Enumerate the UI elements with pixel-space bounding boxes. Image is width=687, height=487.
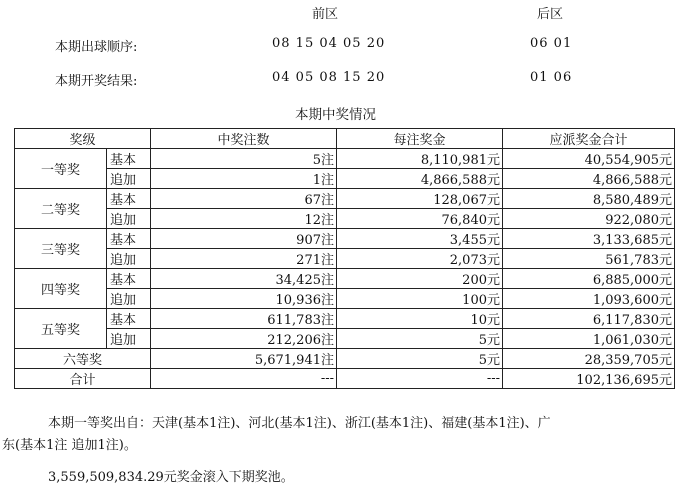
prize-per-ticket: 76,840元 [337, 209, 503, 229]
draw-result-label: 本期开奖结果: [55, 74, 138, 89]
tier-name: 二等奖 [15, 189, 107, 229]
tier-sub-label: 追加 [107, 169, 151, 189]
prize-per-ticket: 5元 [337, 329, 503, 349]
prize-per-ticket: 5元 [337, 349, 503, 369]
tier-name: 一等奖 [15, 149, 107, 189]
table-row [15, 329, 675, 349]
tier-sub-label: 基本 [107, 269, 151, 289]
winner-count: 5,671,941注 [151, 349, 337, 369]
prize-total: 3,133,685元 [503, 229, 675, 249]
prize-per-ticket: 100元 [337, 289, 503, 309]
winner-count: --- [151, 369, 337, 389]
prize-total: 6,117,830元 [503, 309, 675, 329]
prize-total: 8,580,489元 [503, 189, 675, 209]
prize-total: 28,359,705元 [503, 349, 675, 369]
table-row [15, 189, 675, 209]
draw-order-label: 本期出球顺序: [55, 40, 138, 55]
winner-count: 67注 [151, 189, 337, 209]
prize-total: 561,783元 [503, 249, 675, 269]
prize-total: 1,061,030元 [503, 329, 675, 349]
prize-per-ticket: 2,073元 [337, 249, 503, 269]
winner-count: 212,206注 [151, 329, 337, 349]
first-prize-origin-text: 本期一等奖出自：天津(基本1注)、河北(基本1注)、浙江(基本1注)、福建(基本1注)、广 [48, 416, 551, 431]
tier-sub-label: 基本 [107, 309, 151, 329]
front-zone-header: 前区 [312, 7, 339, 22]
table-row [15, 249, 675, 269]
prize-total: 102,136,695元 [503, 369, 675, 389]
column-header-tier: 奖级 [15, 129, 151, 149]
table-row [15, 229, 675, 249]
table-row [15, 269, 675, 289]
tier-sub-label: 基本 [107, 189, 151, 209]
back-zone-header: 后区 [537, 7, 564, 22]
tier-sub-label: 追加 [107, 289, 151, 309]
prize-per-ticket: 200元 [337, 269, 503, 289]
prize-table [14, 128, 675, 389]
tier-sub-label: 追加 [107, 209, 151, 229]
tier-sub-label: 基本 [107, 149, 151, 169]
prize-per-ticket: 8,110,981元 [337, 149, 503, 169]
column-header-total: 应派奖金合计 [503, 129, 675, 149]
winner-count: 10,936注 [151, 289, 337, 309]
prize-total: 922,080元 [503, 209, 675, 229]
tier-sub-label: 追加 [107, 249, 151, 269]
table-total-row [15, 369, 675, 389]
winner-count: 12注 [151, 209, 337, 229]
winner-count: 271注 [151, 249, 337, 269]
prize-per-ticket: --- [337, 369, 503, 389]
table-row [15, 349, 675, 369]
tier-name: 六等奖 [15, 349, 151, 369]
table-row [15, 149, 675, 169]
winner-count: 1注 [151, 169, 337, 189]
table-row [15, 309, 675, 329]
tier-sub-label: 基本 [107, 229, 151, 249]
draw-order-front-numbers: 08 15 04 05 20 [272, 36, 386, 51]
column-header-count: 中奖注数 [151, 129, 337, 149]
column-header-prize: 每注奖金 [337, 129, 503, 149]
prize-per-ticket: 3,455元 [337, 229, 503, 249]
prize-per-ticket: 4,866,588元 [337, 169, 503, 189]
prize-total: 6,885,000元 [503, 269, 675, 289]
winner-count: 611,783注 [151, 309, 337, 329]
draw-order-back-numbers: 06 01 [530, 36, 573, 51]
winner-count: 34,425注 [151, 269, 337, 289]
tier-name: 五等奖 [15, 309, 107, 349]
first-prize-origin-text-cont: 东(基本1注 追加1注)。 [2, 438, 137, 453]
table-row [15, 169, 675, 189]
table-header-row [15, 129, 675, 149]
prize-per-ticket: 10元 [337, 309, 503, 329]
tier-name: 三等奖 [15, 229, 107, 269]
total-label: 合计 [15, 369, 151, 389]
prize-total: 40,554,905元 [503, 149, 675, 169]
table-row [15, 209, 675, 229]
draw-result-front-numbers: 04 05 08 15 20 [272, 70, 386, 85]
prize-total: 1,093,600元 [503, 289, 675, 309]
prize-table-title: 本期中奖情况 [295, 107, 376, 123]
winner-count: 5注 [151, 149, 337, 169]
draw-result-back-numbers: 01 06 [530, 70, 573, 85]
rollover-text: 3,559,509,834.29元奖金滚入下期奖池。 [48, 470, 294, 485]
tier-name: 四等奖 [15, 269, 107, 309]
prize-total: 4,866,588元 [503, 169, 675, 189]
tier-sub-label: 追加 [107, 329, 151, 349]
winner-count: 907注 [151, 229, 337, 249]
prize-per-ticket: 128,067元 [337, 189, 503, 209]
table-row [15, 289, 675, 309]
